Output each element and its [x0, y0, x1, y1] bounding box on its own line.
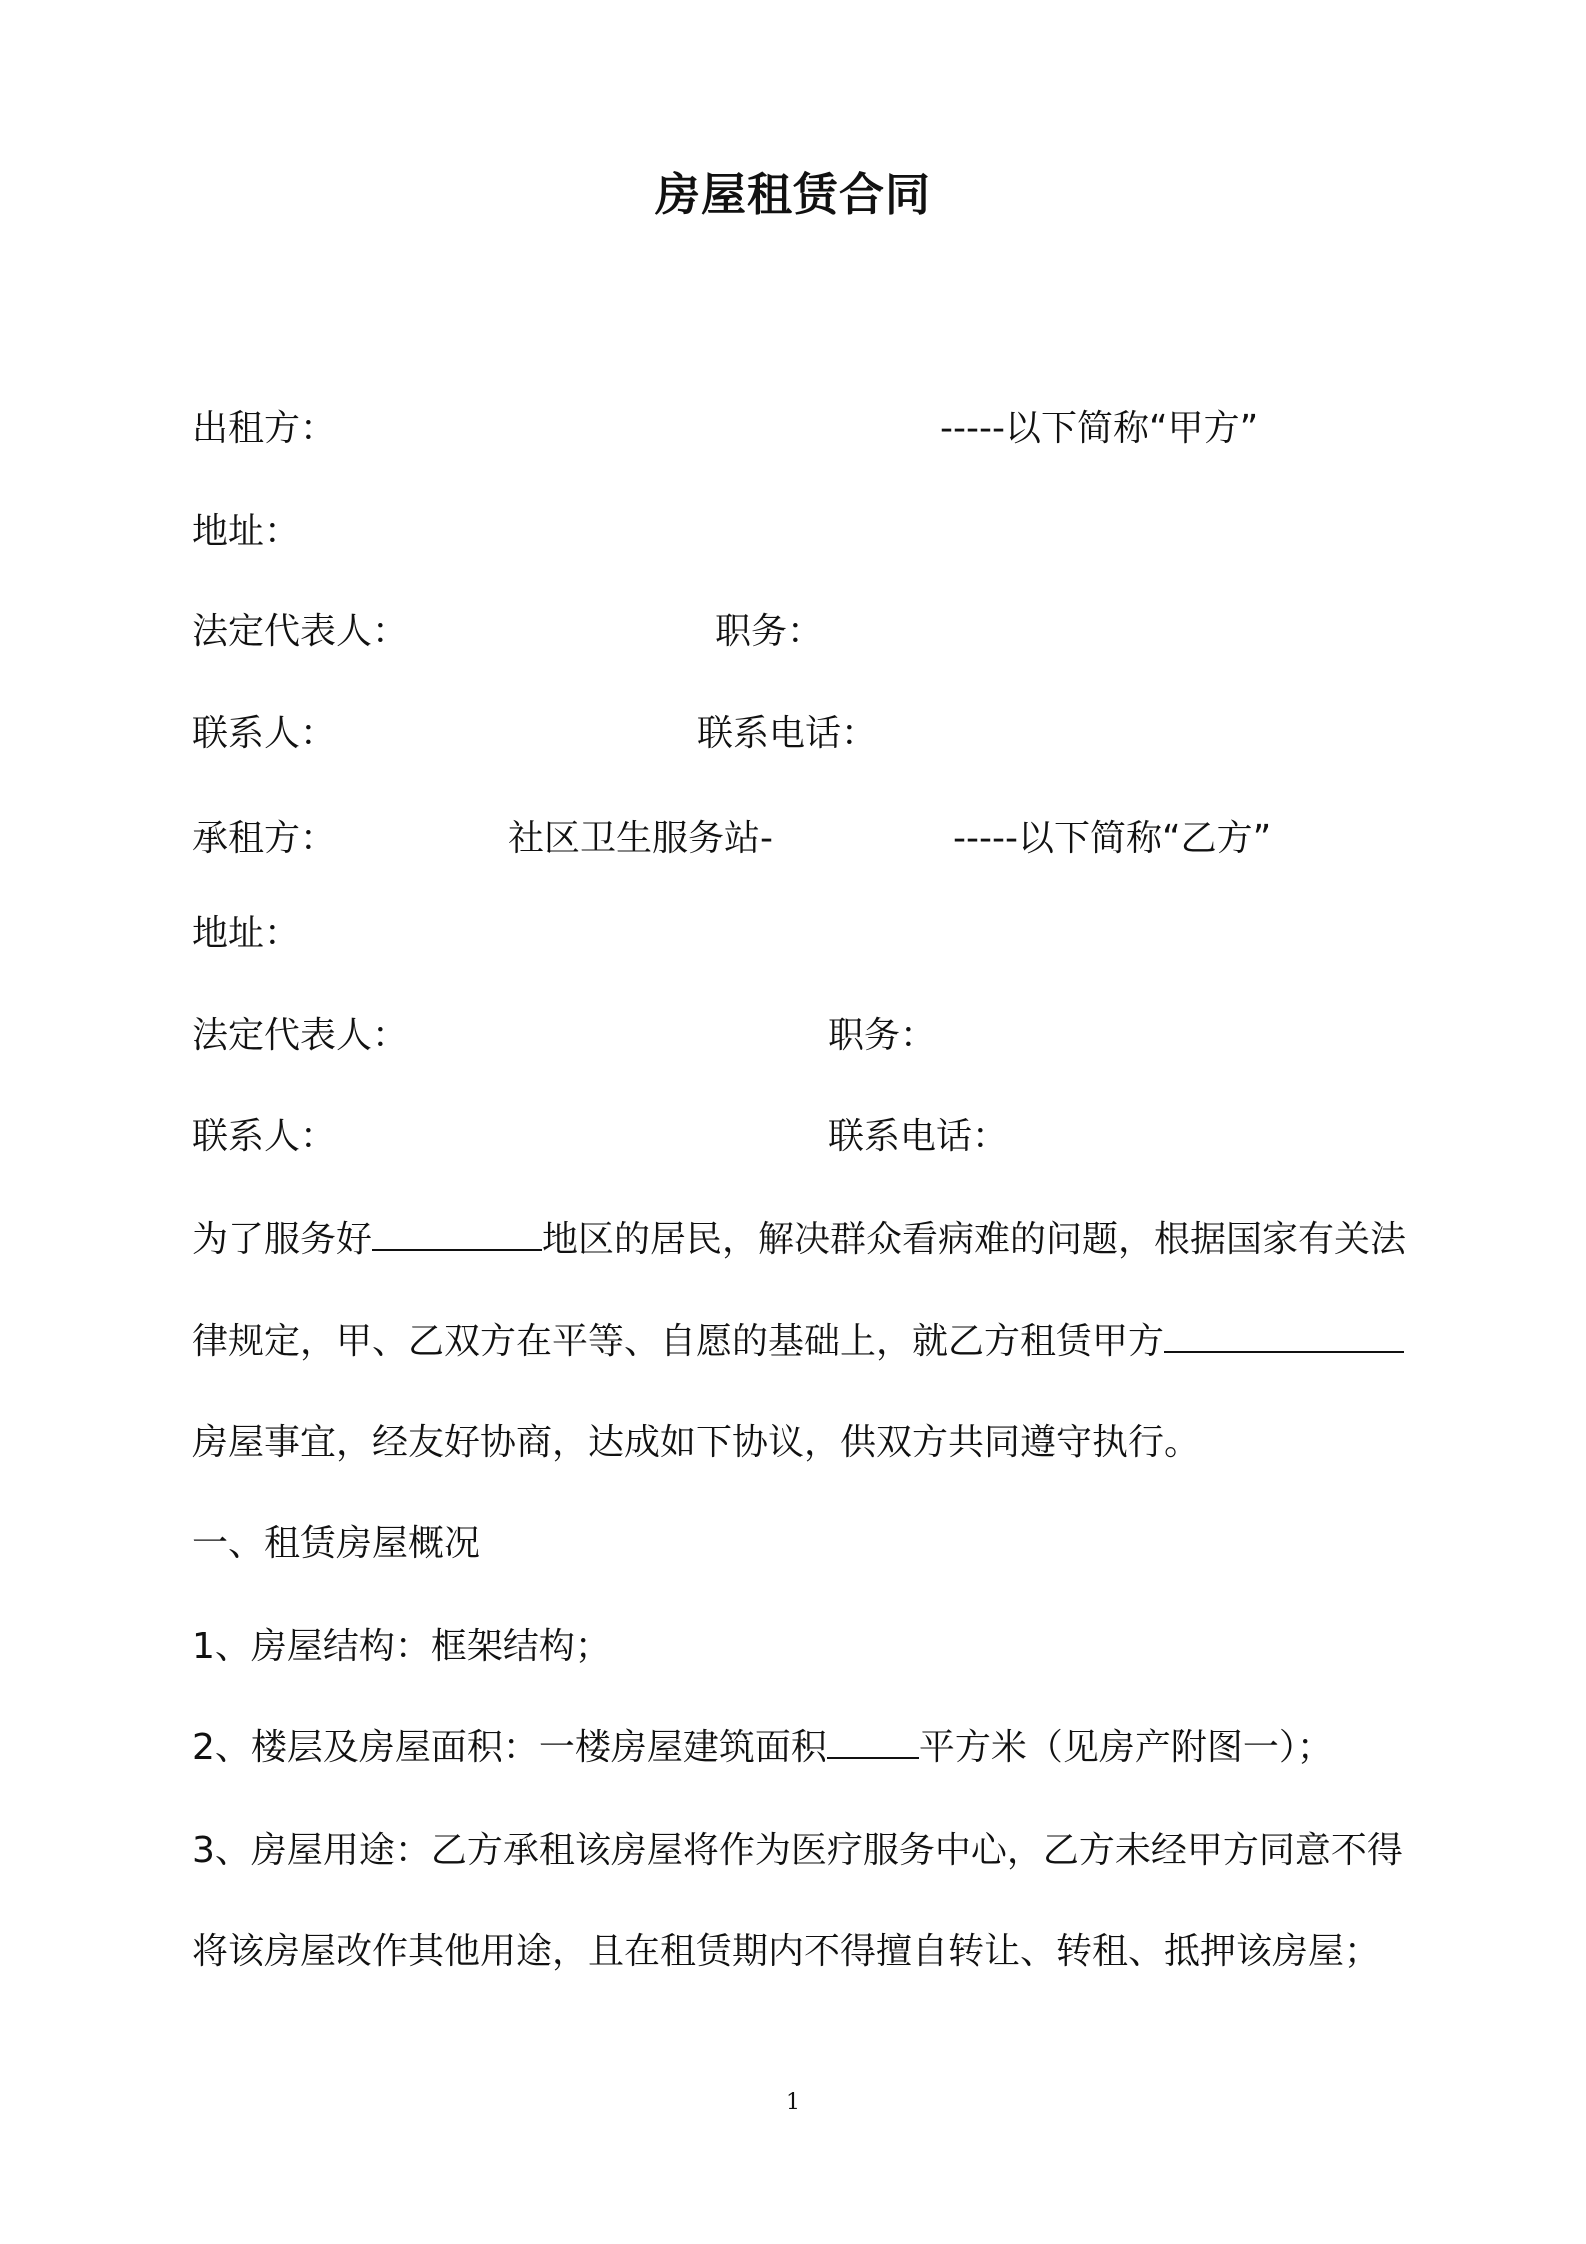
lessor-address-label: 地址：: [192, 511, 301, 552]
lessee-position-label: 职务：: [828, 1015, 937, 1056]
section-1-item-2-start: 2、楼层及房屋面积：一楼房屋建筑面积: [192, 1727, 827, 1768]
preamble-line-1: [192, 1216, 1406, 1264]
lessor-rep-label: 法定代表人：: [192, 611, 409, 652]
preamble-line-2-text: 律规定，甲、乙双方在平等、自愿的基础上，就乙方租赁甲方: [192, 1321, 1165, 1362]
lessee-rep-label: 法定代表人：: [192, 1015, 409, 1056]
preamble-line-1-end: 地区的居民，解决群众看病难的问题，根据国家有关法: [542, 1219, 1407, 1260]
area-blank: [827, 1727, 919, 1759]
page-number: 1: [786, 2090, 800, 2115]
section-1-item-3-line-2: 将该房屋改作其他用途，且在租赁期内不得擅自转让、转租、抵押该房屋；: [192, 1931, 1381, 1972]
lessor-phone-label: 联系电话：: [697, 713, 878, 754]
section-1-heading: 一、租赁房屋概况: [192, 1523, 481, 1564]
section-1-item-1: 1、房屋结构：框架结构；: [192, 1626, 611, 1667]
preamble-line-3: 房屋事宜，经友好协商，达成如下协议，供双方共同遵守执行。: [192, 1422, 1201, 1463]
lessor-position-label: 职务：: [715, 611, 824, 652]
section-1-item-3-line-1: 3、房屋用途：乙方承租该房屋将作为医疗服务中心，乙方未经甲方同意不得: [192, 1830, 1403, 1871]
section-1-item-2-end: 平方米（见房产附图一）；: [918, 1727, 1333, 1768]
preamble-line-1-start: 为了服务好: [192, 1219, 373, 1260]
lessee-address-label: 地址：: [192, 913, 301, 954]
preamble-line-2: [192, 1318, 1404, 1366]
lessee-abbrev: -----以下简称“乙方”: [953, 818, 1272, 859]
property-blank: [1164, 1321, 1404, 1353]
lessor-contact-label: 联系人：: [192, 713, 337, 754]
region-blank: [372, 1219, 542, 1251]
lessee-name: 社区卫生服务站-: [508, 818, 773, 859]
section-1-item-2: [192, 1724, 1333, 1772]
lessor-label: 出租方：: [192, 408, 337, 449]
document-title: 房屋租赁合同: [654, 168, 931, 221]
lessee-contact-label: 联系人：: [192, 1116, 337, 1157]
lessor-abbrev: -----以下简称“甲方”: [940, 408, 1259, 449]
lessee-label: 承租方：: [192, 818, 337, 859]
lessee-phone-label: 联系电话：: [828, 1116, 1009, 1157]
